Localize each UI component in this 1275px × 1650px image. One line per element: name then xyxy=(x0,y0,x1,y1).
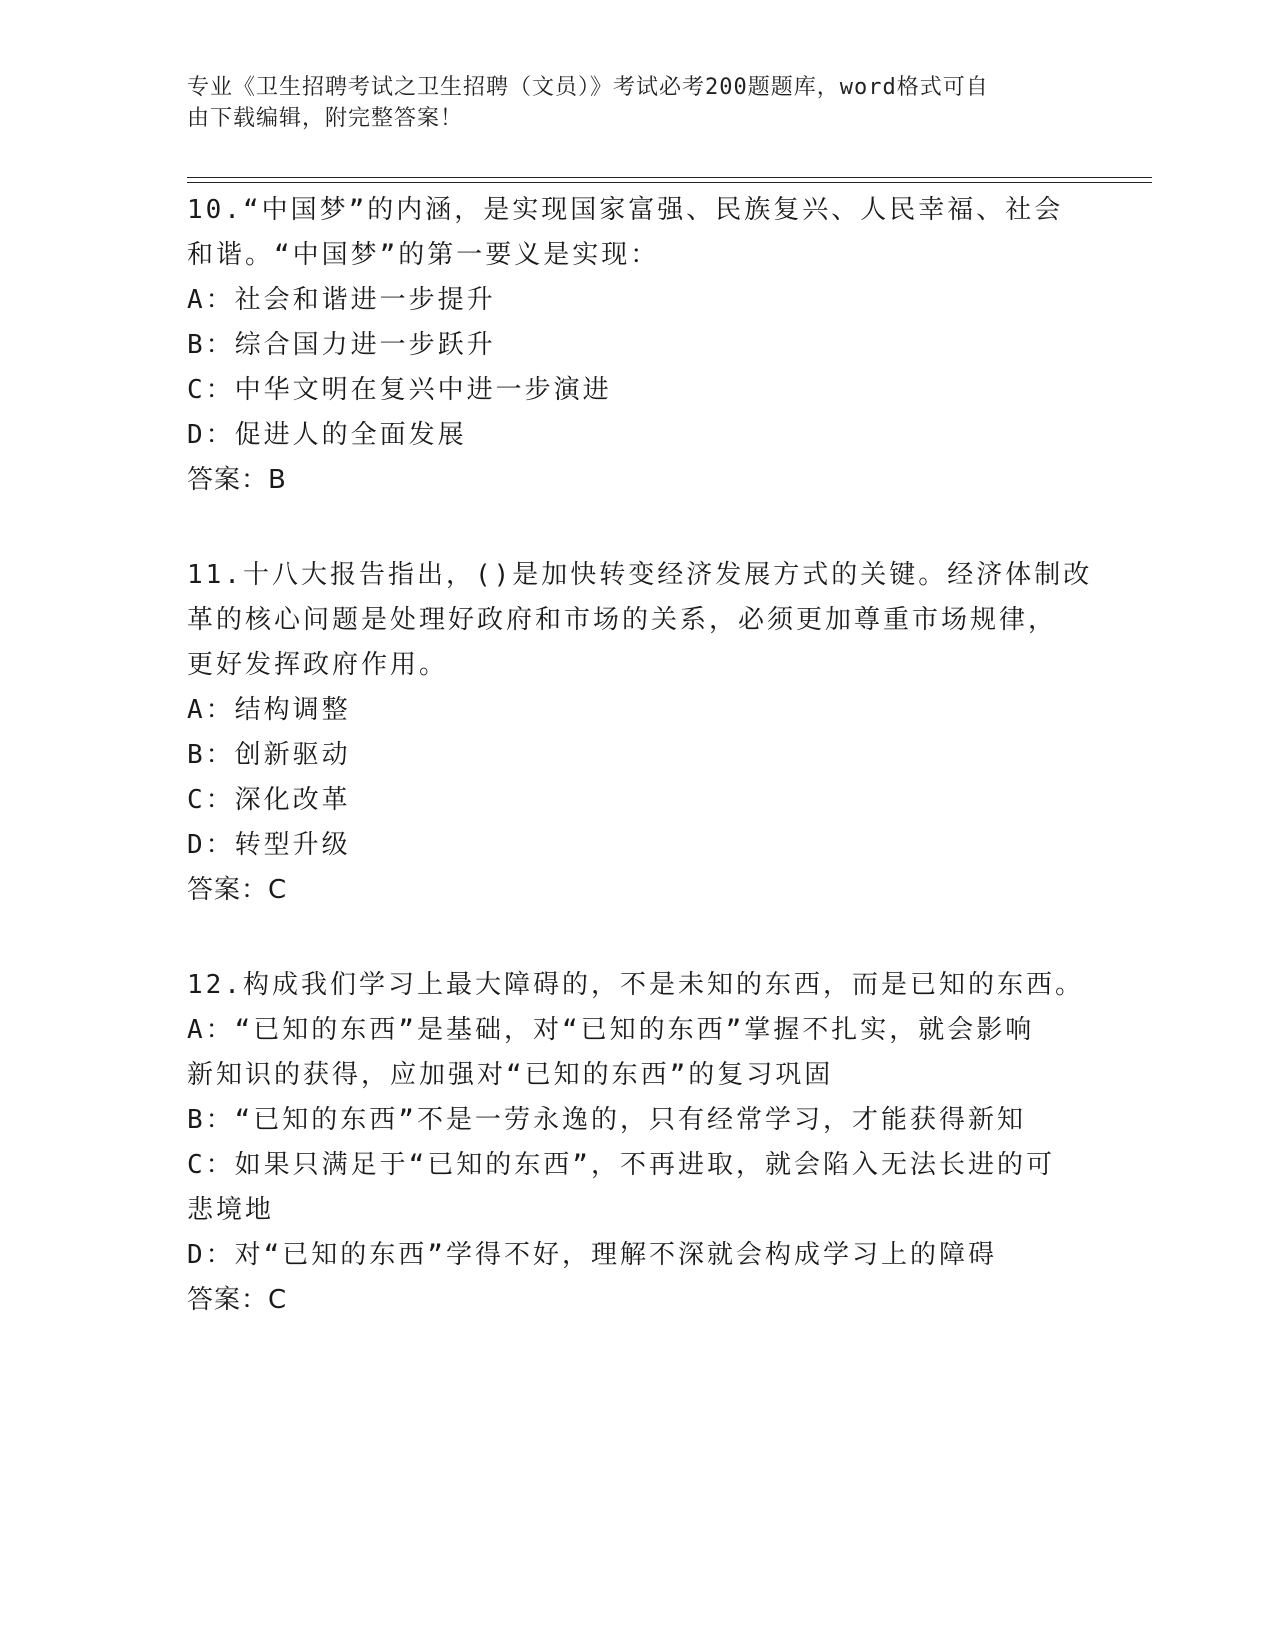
option-a: A：“已知的东西”是基础，对“已知的东西”掌握不扎实，就会影响 xyxy=(187,1015,1035,1045)
option-b: B：综合国力进一步跃升 xyxy=(187,330,496,360)
header-divider-bottom xyxy=(187,182,1152,183)
header-divider-top xyxy=(187,177,1152,178)
question-stem-line: 11.十八大报告指出，()是加快转变经济发展方式的关键。经济体制改 xyxy=(187,560,1093,590)
document-header xyxy=(187,72,1067,134)
header-line-1: 专业《卫生招聘考试之卫生招聘（文员）》考试必考200题题库，word格式可自 xyxy=(187,75,989,100)
question-12 xyxy=(187,963,1084,1323)
option-b: B：创新驱动 xyxy=(187,740,351,770)
option-a-continued: 新知识的获得，应加强对“已知的东西”的复习巩固 xyxy=(187,1060,834,1090)
option-b: B：“已知的东西”不是一劳永逸的，只有经常学习，才能获得新知 xyxy=(187,1105,1026,1135)
option-c: C：中华文明在复兴中进一步演进 xyxy=(187,375,612,405)
answer-line: 答案：B xyxy=(187,465,287,495)
answer-line: 答案：C xyxy=(187,1285,288,1315)
question-stem-line: 10.“中国梦”的内涵，是实现国家富强、民族复兴、人民幸福、社会 xyxy=(187,195,1064,225)
answer-line: 答案：C xyxy=(187,875,288,905)
option-d: D：促进人的全面发展 xyxy=(187,420,467,450)
question-10 xyxy=(187,188,1077,503)
option-d: D：对“已知的东西”学得不好，理解不深就会构成学习上的障碍 xyxy=(187,1240,997,1270)
option-c: C：深化改革 xyxy=(187,785,351,815)
header-line-2: 由下载编辑，附完整答案！ xyxy=(187,106,464,131)
question-stem-line: 革的核心问题是处理好政府和市场的关系，必须更加尊重市场规律， xyxy=(187,605,1058,635)
option-c: C：如果只满足于“已知的东西”，不再进取，就会陷入无法长进的可 xyxy=(187,1150,1055,1180)
question-11 xyxy=(187,553,1093,913)
question-stem-line: 更好发挥政府作用。 xyxy=(187,650,449,680)
option-d: D：转型升级 xyxy=(187,830,351,860)
option-c-continued: 悲境地 xyxy=(187,1195,275,1225)
question-stem-line: 和谐。“中国梦”的第一要义是实现： xyxy=(187,240,660,270)
question-stem-line: 12.构成我们学习上最大障碍的，不是未知的东西，而是已知的东西。 xyxy=(187,970,1084,1000)
option-a: A：社会和谐进一步提升 xyxy=(187,285,496,315)
option-a: A：结构调整 xyxy=(187,695,351,725)
